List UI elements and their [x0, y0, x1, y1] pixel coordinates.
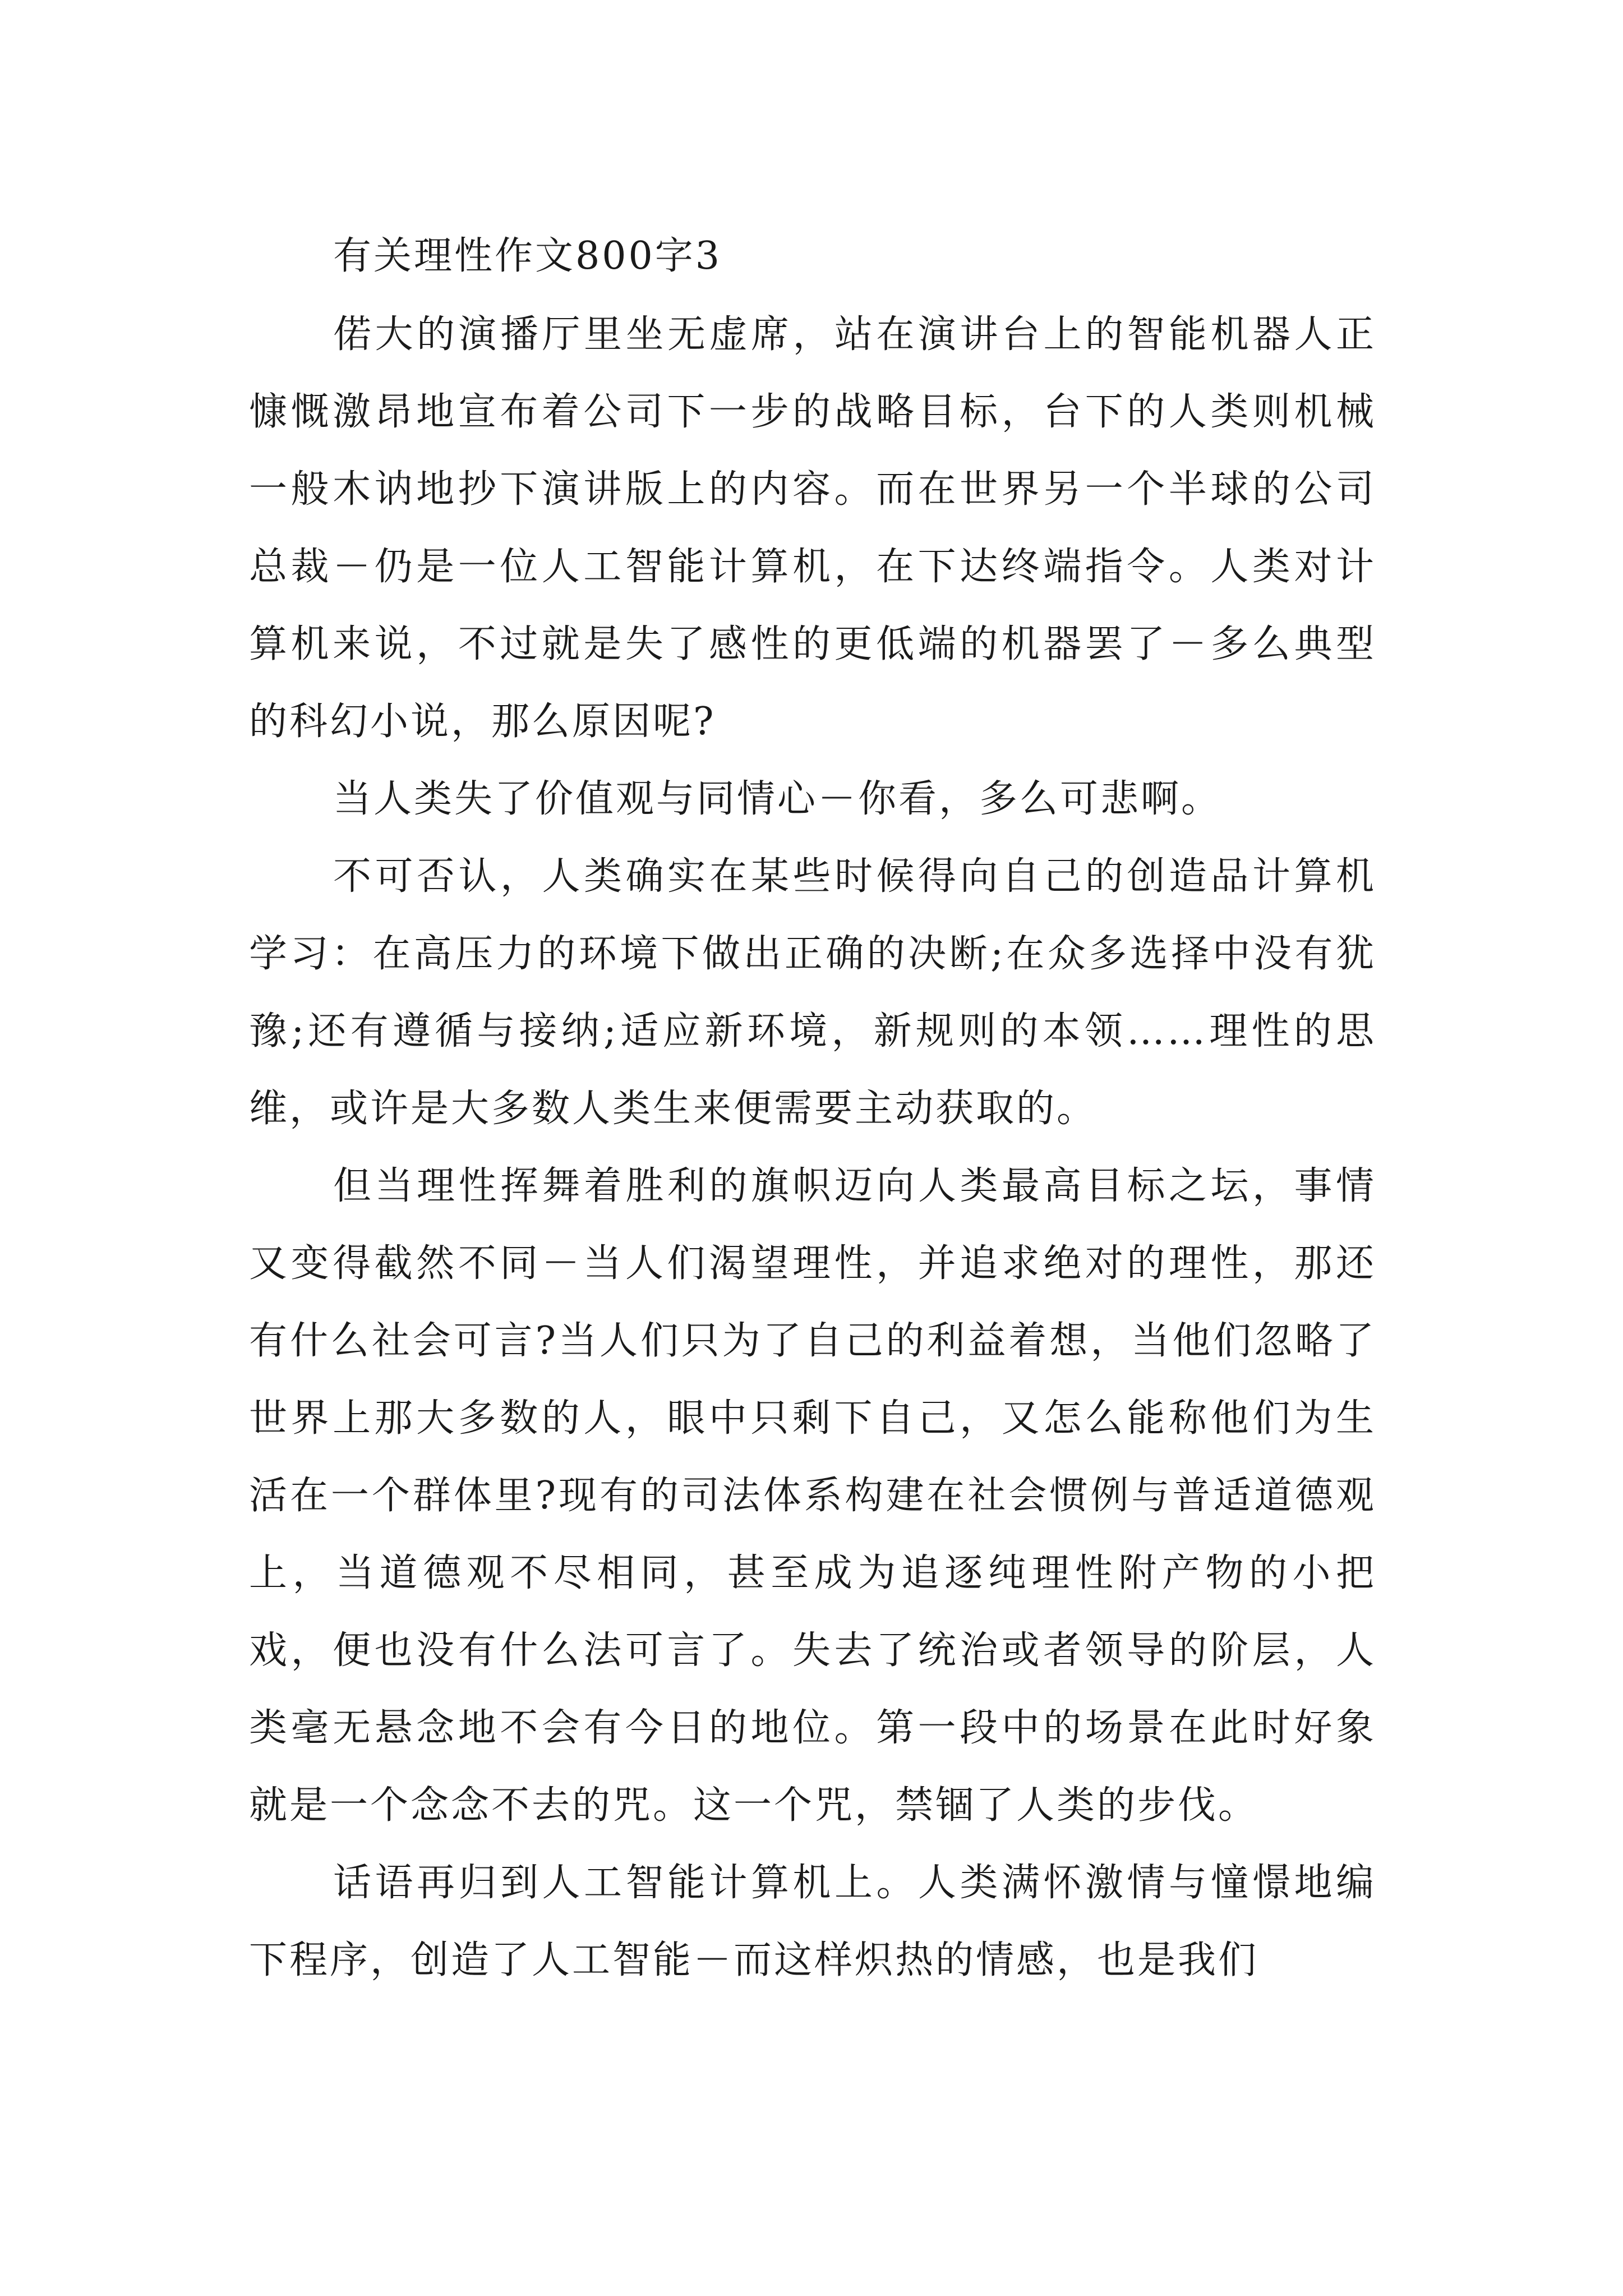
document-title: 有关理性作文800字3	[333, 234, 722, 278]
paragraph-2: 当人类失了价值观与同情心－你看，多么可悲啊。	[333, 777, 1222, 821]
paragraph-1: 偌大的演播厅里坐无虚席，站在演讲台上的智能机器人正慷慨激昂地宣布着公司下一步的战略目标，台下的人类则机械一般木讷地抄下演讲版上的内容。而在世界另一个半球的公司总裁－仍是一位人工智能计算机，在下达终端指令。人类对计算机来说，不过就是失了感性的更低端的机器罢了－多么典型的科幻小说，那么原因呢?	[249, 312, 1376, 744]
paragraph-3: 不可否认，人类确实在某些时候得向自己的创造品计算机学习：在高压力的环境下做出正确的决断;在众多选择中没有犹豫;还有遵循与接纳;适应新环境，新规则的本领……理性的思维，或许是大多数人类生来便需要主动获取的。	[249, 854, 1376, 1131]
paragraph-5: 话语再归到人工智能计算机上。人类满怀激情与憧憬地编下程序，创造了人工智能－而这样炽热的情感，也是我们	[249, 1861, 1376, 1982]
document-body	[249, 218, 1376, 1999]
paragraph-4: 但当理性挥舞着胜利的旗帜迈向人类最高目标之坛，事情又变得截然不同－当人们渴望理性，并追求绝对的理性，那还有什么社会可言?当人们只为了自己的利益着想，当他们忽略了世界上那大多数的人，眼中只剩下自己，又怎么能称他们为生活在一个群体里?现有的司法体系构建在社会惯例与普适道德观上，当道德观不尽相同，甚至成为追逐纯理性附产物的小把戏，便也没有什么法可言了。失去了统治或者领导的阶层，人类毫无悬念地不会有今日的地位。第一段中的场景在此时好象就是一个念念不去的咒。这一个咒，禁锢了人类的步伐。	[249, 1164, 1376, 1828]
